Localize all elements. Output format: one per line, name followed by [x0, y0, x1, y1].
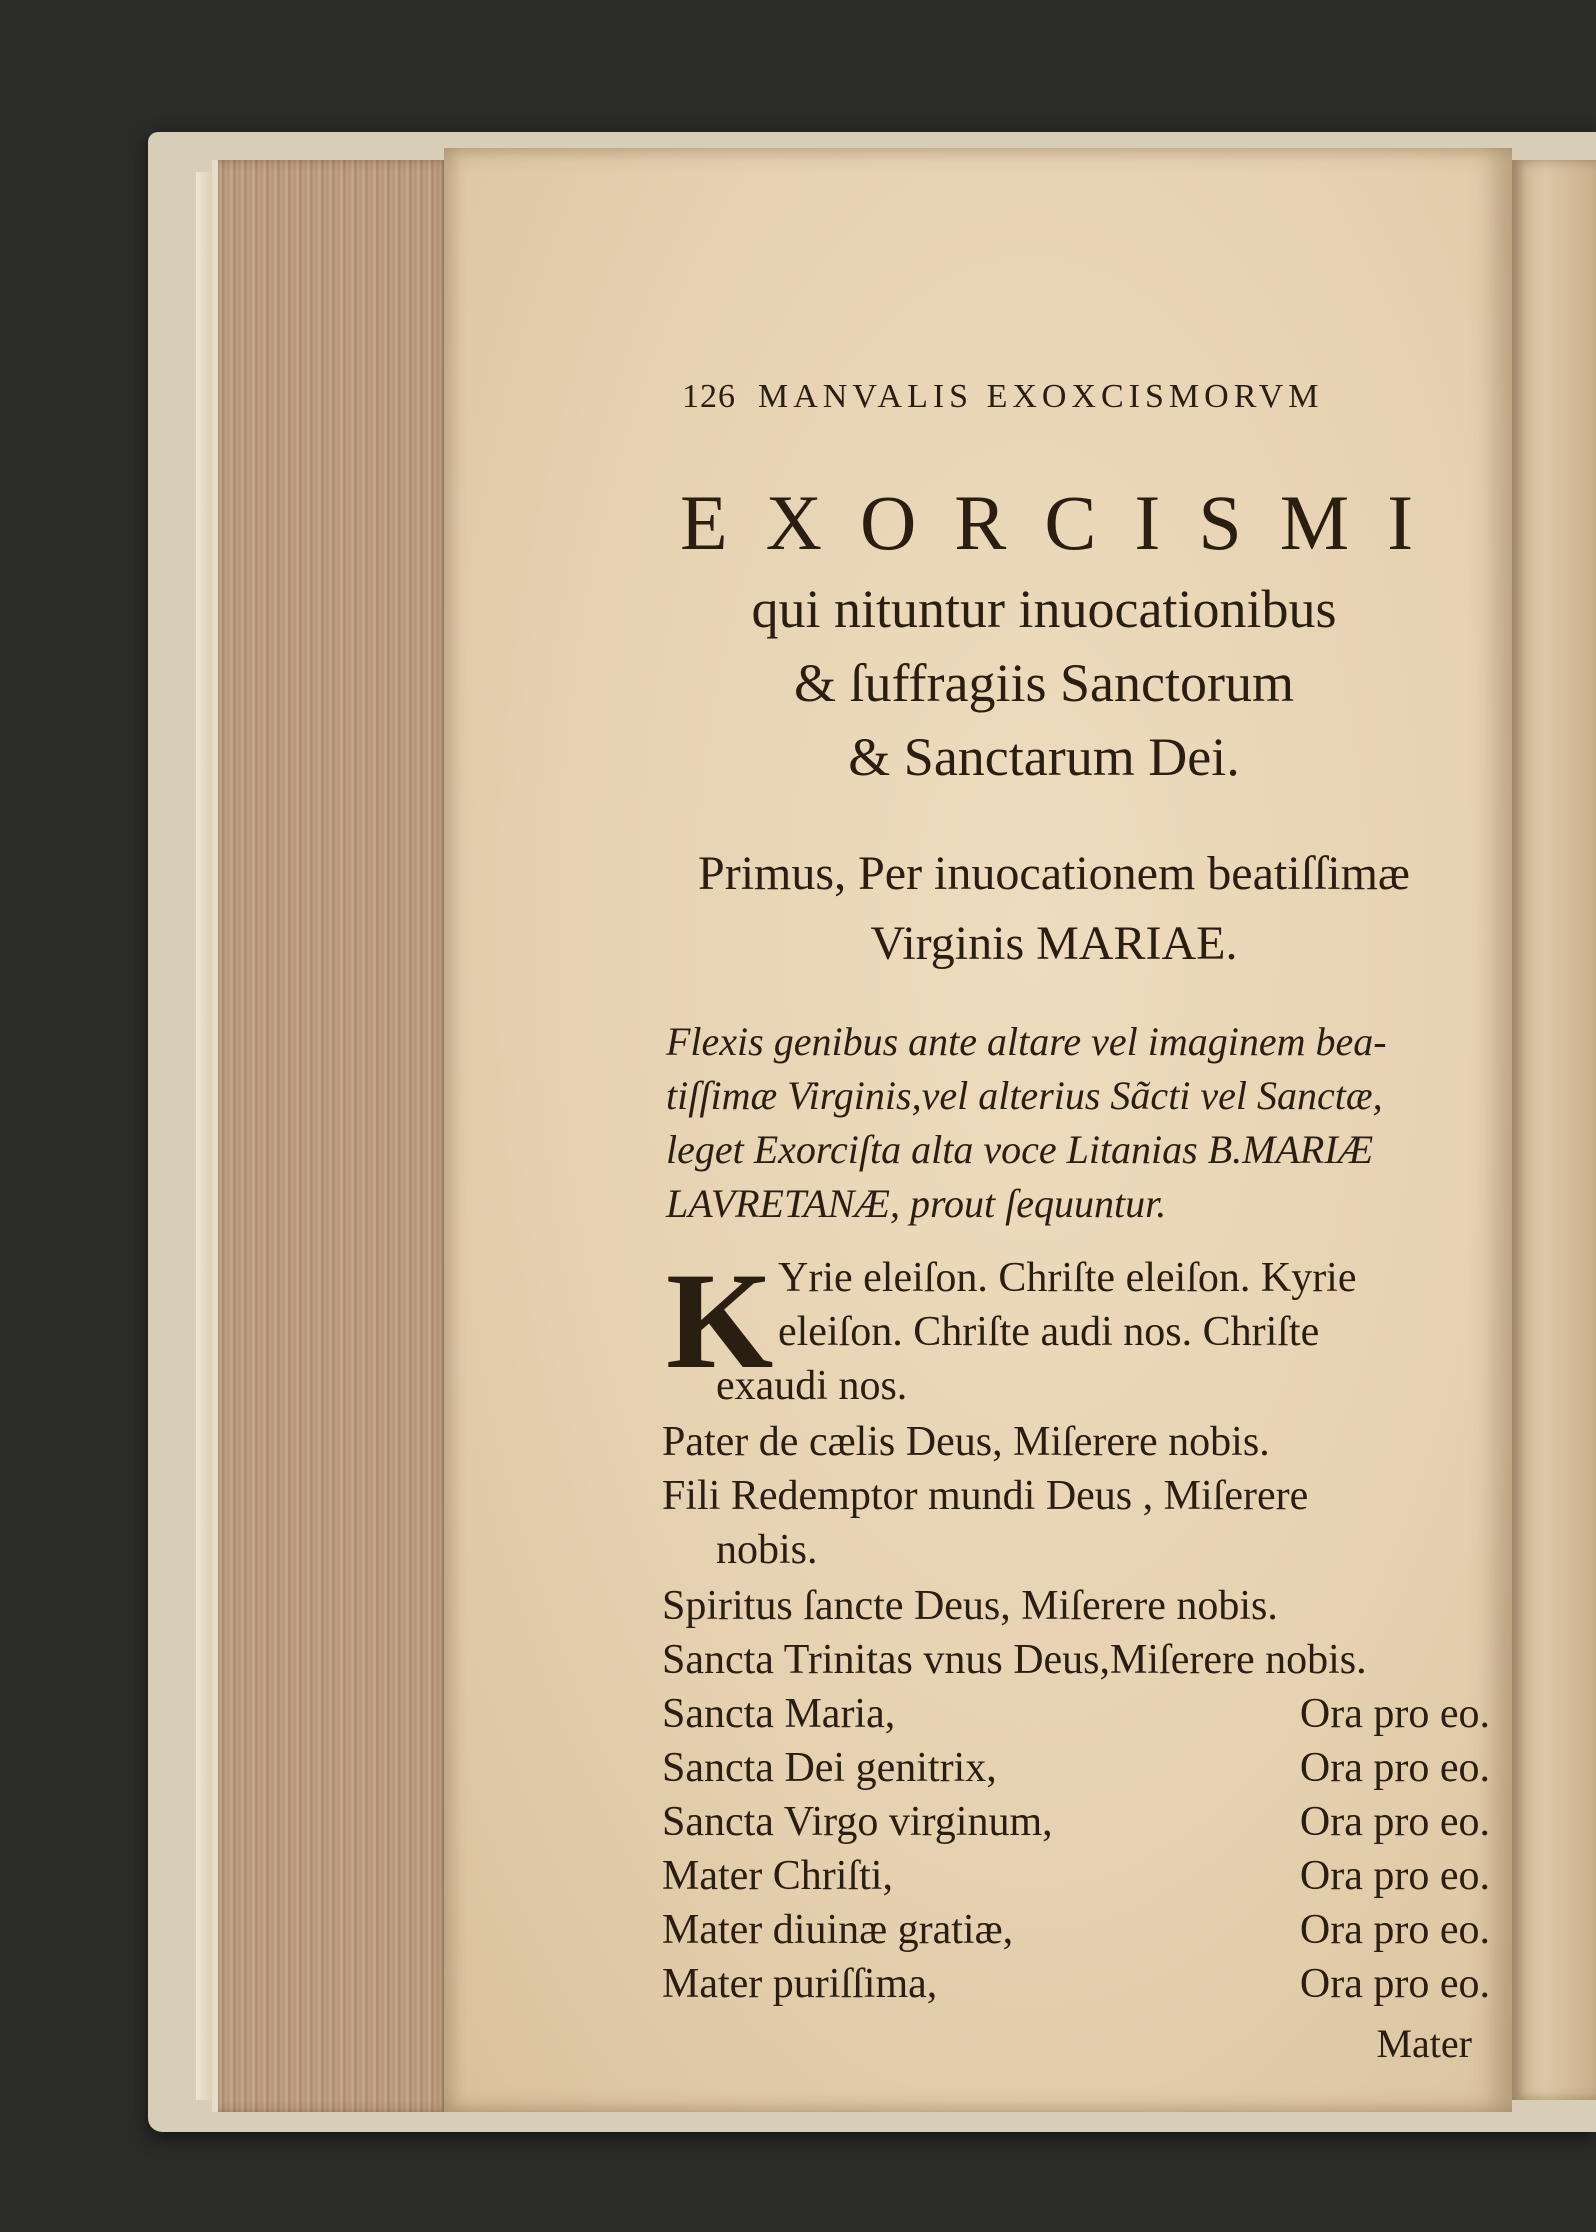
litany-line: Pater de cælis Deus, Miſerere nobis. — [662, 1419, 1270, 1465]
invocation-row — [662, 1852, 1490, 1900]
subheading-line-2: Virginis MARIAE. — [870, 917, 1238, 970]
heading-line-3: & Sanctarum Dei. — [848, 727, 1240, 787]
rubric-line-4: LAVRETANÆ, prout ſequuntur. — [666, 1181, 1167, 1226]
invocation-response: Ora pro eo. — [1299, 1799, 1490, 1845]
invocation-row — [662, 1798, 1490, 1846]
heading-line-2: & ſuffragiis Sanctorum — [794, 653, 1294, 713]
running-head — [682, 378, 1442, 416]
invocation-response: Ora pro eo. — [1299, 1691, 1490, 1737]
drop-cap-k: K — [666, 1244, 774, 1397]
running-title: MANVALIS EXOXCISMORVM — [758, 378, 1324, 415]
kyrie-line-3: exaudi nos. — [716, 1363, 908, 1409]
invocation-name: Sancta Virgo virginum, — [662, 1799, 1053, 1845]
heading-line-1: qui nituntur inuocationibus — [751, 579, 1337, 639]
invocation-response: Ora pro eo. — [1299, 1907, 1490, 1953]
rubric-line-2: tiſſimæ Virginis,vel alterius Sãcti vel Sanctæ, — [666, 1073, 1383, 1118]
rubric-line-3: leget Exorciſta alta voce Litanias B.MARIÆ — [666, 1127, 1374, 1172]
invocation-row — [662, 1906, 1490, 1954]
kyrie-line-2: eleiſon. Chriſte audi nos. Chriſte — [778, 1309, 1320, 1355]
facing-page-edge — [1512, 160, 1596, 2100]
invocation-response: Ora pro eo. — [1299, 1853, 1490, 1899]
invocation-name: Mater diuinæ gratiæ, — [662, 1907, 1014, 1953]
litany-line: nobis. — [716, 1527, 818, 1573]
litany-line: Fili Redemptor mundi Deus , Miſerere — [662, 1473, 1309, 1519]
section-title: EXORCISMI — [680, 479, 1452, 566]
subheading-line-1: Primus, Per inuocationem beatiſſimæ — [698, 847, 1410, 900]
page-number: 126 — [682, 378, 736, 415]
page-stack-fore-edge — [212, 160, 450, 2112]
invocation-name: Sancta Dei genitrix, — [662, 1745, 997, 1791]
catchword: Mater — [1376, 2021, 1472, 2066]
invocation-row — [662, 1690, 1490, 1738]
page-content — [444, 148, 1512, 2112]
litany-line: Spiritus ſancte Deus, Miſerere nobis. — [662, 1583, 1278, 1629]
invocation-name: Mater Chriſti, — [662, 1853, 893, 1899]
book-page — [444, 148, 1512, 2112]
invocation-response: Ora pro eo. — [1299, 1745, 1490, 1791]
invocation-row — [662, 1744, 1490, 1792]
invocation-name: Sancta Maria, — [662, 1691, 896, 1737]
litany-line: Sancta Trinitas vnus Deus,Miſerere nobis. — [662, 1637, 1367, 1683]
kyrie-line-1: Yrie eleiſon. Chriſte eleiſon. Kyrie — [778, 1255, 1357, 1301]
rubric-line-1: Flexis genibus ante altare vel imaginem bea- — [666, 1019, 1387, 1064]
invocation-row — [662, 1960, 1490, 2008]
invocation-name: Mater puriſſima, — [662, 1961, 938, 2007]
invocation-response: Ora pro eo. — [1299, 1961, 1490, 2007]
